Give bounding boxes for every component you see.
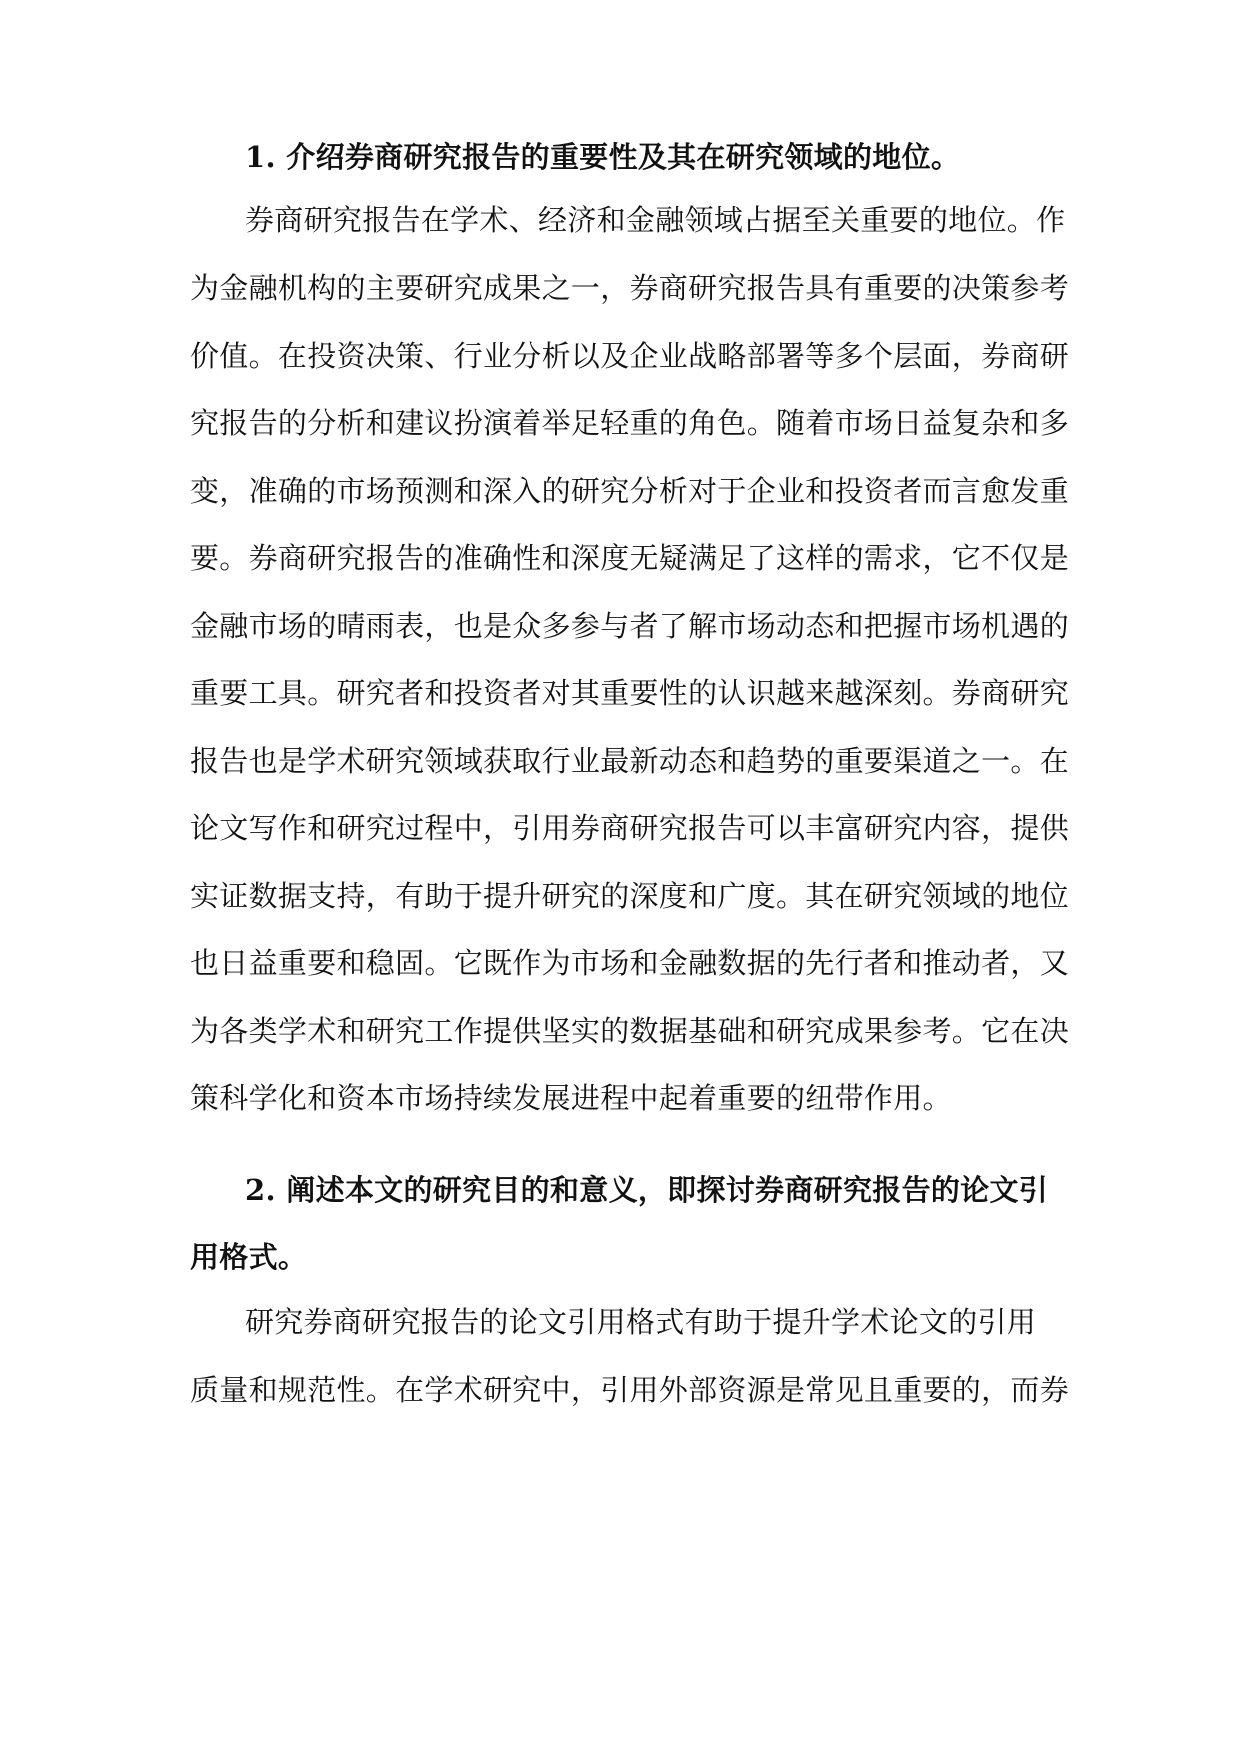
section-1-paragraph-line: 究报告的分析和建议扮演着举足轻重的角色。随着市场日益复杂和多 [190, 406, 1070, 440]
section-1-paragraph-line: 变，准确的市场预测和深入的研究分析对于企业和投资者而言愈发重 [190, 474, 1070, 508]
section-1-paragraph-line: 为金融机构的主要研究成果之一，券商研究报告具有重要的决策参考 [190, 271, 1070, 305]
section-1-paragraph-line: 重要工具。研究者和投资者对其重要性的认识越来越深刻。券商研究 [190, 676, 1070, 710]
section-1-paragraph-line: 实证数据支持，有助于提升研究的深度和广度。其在研究领域的地位 [190, 879, 1070, 913]
section-1-heading: 1. 介绍券商研究报告的重要性及其在研究领域的地位。 [245, 140, 961, 174]
section-1-paragraph-line: 论文写作和研究过程中，引用券商研究报告可以丰富研究内容，提供 [190, 811, 1070, 845]
section-2-paragraph-line: 研究券商研究报告的论文引用格式有助于提升学术论文的引用 [245, 1305, 1037, 1339]
section-1-paragraph-line: 报告也是学术研究领域获取行业最新动态和趋势的重要渠道之一。在 [190, 744, 1070, 778]
section-2-heading: 2. 阐述本文的研究目的和意义，即探讨券商研究报告的论文引 [245, 1173, 1049, 1207]
section-1-paragraph-line: 要。券商研究报告的准确性和深度无疑满足了这样的需求，它不仅是 [190, 541, 1070, 575]
section-1-paragraph-line: 为各类学术和研究工作提供坚实的数据基础和研究成果参考。它在决 [190, 1014, 1070, 1048]
section-1-paragraph-line: 价值。在投资决策、行业分析以及企业战略部署等多个层面，券商研 [190, 339, 1070, 373]
section-1-paragraph-line: 也日益重要和稳固。它既作为市场和金融数据的先行者和推动者，又 [190, 946, 1070, 980]
section-1-paragraph-line: 策科学化和资本市场持续发展进程中起着重要的纽带作用。 [190, 1081, 952, 1115]
section-1-paragraph-line: 券商研究报告在学术、经济和金融领域占据至关重要的地位。作 [245, 203, 1066, 237]
section-1-paragraph-line: 金融市场的晴雨表，也是众多参与者了解市场动态和把握市场机遇的 [190, 609, 1070, 643]
section-2-heading-continued: 用格式。 [190, 1240, 308, 1274]
section-2-paragraph-line: 质量和规范性。在学术研究中，引用外部资源是常见且重要的，而券 [190, 1373, 1070, 1407]
